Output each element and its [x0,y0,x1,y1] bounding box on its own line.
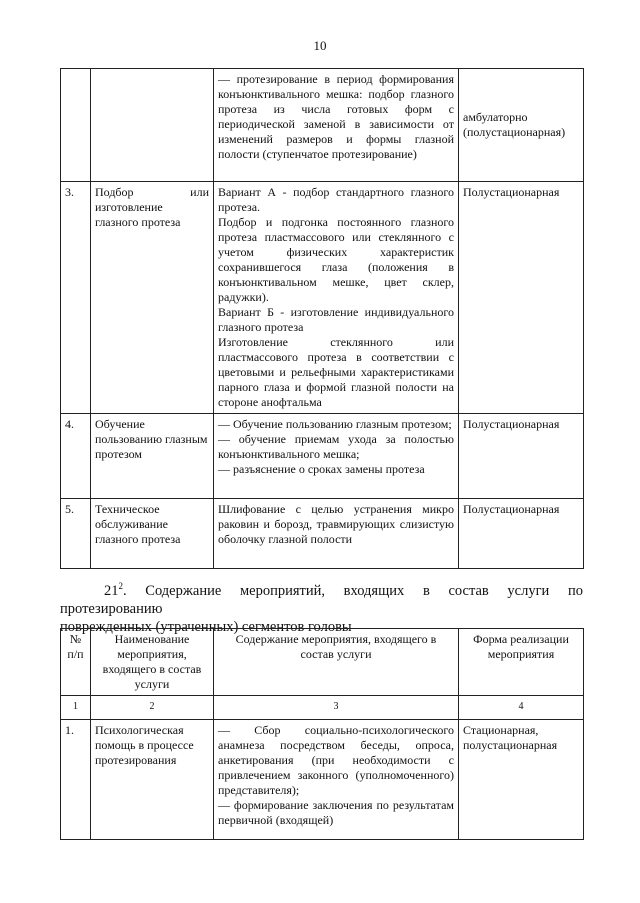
row-number: 5. [61,499,91,569]
table-row [61,720,584,840]
measure-content [214,414,459,499]
content-paragraph: — обучение приемам ухода за полостью конъюнктивального мешка; [218,432,454,461]
page-number: 10 [313,38,327,53]
col-number: 2 [91,696,214,720]
measure-name: Техническое обслуживание глазного протеза [91,499,214,569]
content-paragraph: — формирование заключения по результатам первичной (входящей) [218,798,454,827]
measure-name: Психологическая помощь в процессе протезирования [91,720,214,840]
table-row [61,69,584,182]
measure-content [214,182,459,414]
row-number: 1. [61,720,91,840]
col-number: 1 [61,696,91,720]
measure-content [214,720,459,840]
content-paragraph: — Сбор социально-психологического анамнеза посредством беседы, опроса, анкетирования (при необходимости с привлечением законного (уполномоченного) представителя); [218,723,454,797]
section-superscript: 2 [118,581,123,592]
measure-form: амбулаторно (полустационарная) [459,69,584,182]
header-number: № п/п [61,629,91,696]
row-number: 4. [61,414,91,499]
section-title-line2: поврежденных (утраченных) сегментов головы [60,619,352,635]
header-name: Наименование мероприятия, входящего в состав услуги [91,629,214,696]
measure-content [214,69,459,182]
measure-name: Подбор или изготовление глазного протеза [91,182,214,414]
content-paragraph: Шлифование с целью устранения микро раковин и борозд, травмирующих слизистую оболочку глазной полости [218,502,454,546]
measure-form: Полустационарная [459,182,584,414]
col-number: 4 [459,696,584,720]
content-paragraph: — разъяснение о сроках замены протеза [218,462,425,476]
table-header-row [61,629,584,696]
measure-form: Полустационарная [459,414,584,499]
header-form: Форма реализации мероприятия [459,629,584,696]
content-paragraph: Вариант А - подбор стандартного глазного протеза. [218,185,454,214]
measures-table [60,628,584,840]
content-paragraph: Вариант Б - изготовление индивидуального глазного протеза [218,305,454,334]
content-paragraph: — Обучение пользованию глазным протезом; [218,417,452,431]
measure-name: Обучение пользованию глазным протезом [91,414,214,499]
section-title-line1: . Содержание мероприятий, входящих в состав услуги по протезированию [60,583,583,617]
table-row [61,182,584,414]
section-number: 21 [104,583,119,599]
measure-name [91,69,214,182]
table-row [61,499,584,569]
column-number-row [61,696,584,720]
measure-content [214,499,459,569]
table-row [61,414,584,499]
content-paragraph: Подбор и подгонка постоянного глазного протеза пластмассового или стеклянного с учетом физических характеристик сохранившегося глаза (положения в конъюнктивальном мешке, цвет склер, радужки). [218,215,454,304]
measure-form: Полустационарная [459,499,584,569]
header-content: Содержание мероприятия, входящего в состав услуги [214,629,459,696]
content-paragraph: — протезирование в период формирования конъюнктивального мешка: подбор глазного протеза из числа готовых форм с периодической заменой в зависимости от изменений размеров и формы глазной полости (ступенчатое протезирование) [218,72,454,161]
measure-form: Стационарная, полустационарная [459,720,584,840]
content-paragraph: Изготовление стеклянного или пластмассового протеза в соответствии с цветовыми и рельефными характеристиками парного глаза и формой глазной полости на стороне анофтальма [218,335,454,409]
col-number: 3 [214,696,459,720]
row-number [61,69,91,182]
row-number: 3. [61,182,91,414]
measures-table-continued [60,68,584,569]
